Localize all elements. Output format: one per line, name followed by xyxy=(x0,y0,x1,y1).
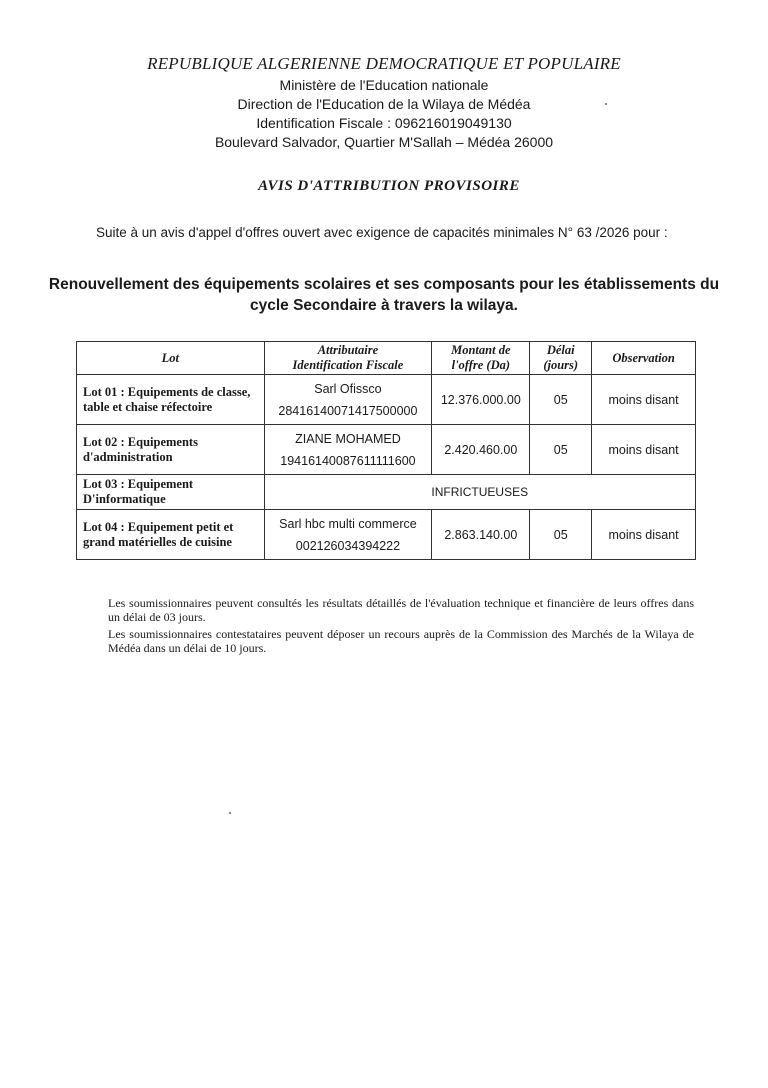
header-observation xyxy=(592,342,696,375)
table-row xyxy=(77,425,696,475)
attributaire-name: Sarl hbc multi commerce xyxy=(279,516,417,531)
attributaire-cell xyxy=(264,425,432,475)
observation-cell: moins disant xyxy=(592,375,696,425)
delay-cell: 05 xyxy=(530,375,592,425)
observation-cell: moins disant xyxy=(592,425,696,475)
table-row xyxy=(77,510,696,560)
table-row xyxy=(77,375,696,425)
fiscal-id-line: Identification Fiscale : 096216019049130 xyxy=(256,115,512,131)
amount-cell: 2.420.460.00 xyxy=(432,425,530,475)
notice-title: AVIS D'ATTRIBUTION PROVISOIRE xyxy=(258,178,520,194)
header-attributaire xyxy=(264,342,432,375)
header-lot-label: Lot xyxy=(161,350,179,365)
amount-cell: 2.863.140.00 xyxy=(432,510,530,560)
lot-cell: Lot 01 : Equipements de classe, table et chaise réfectoire xyxy=(77,375,265,425)
ministry-line: Ministère de l'Education nationale xyxy=(279,77,489,93)
footer-appeal-note: Les soumissionnaires contestataires peuvent déposer un recours auprès de la Commission des Marchés de la Wilaya de Médéa dans un délai de 10 jours. xyxy=(108,627,694,655)
header-attributaire-label: Attributaire xyxy=(317,343,379,357)
header-montant-label: Montant de l'offre (Da) xyxy=(451,343,511,372)
header-nif-label: Identification Fiscale xyxy=(292,358,404,372)
attributaire-nif: 19416140087611111600 xyxy=(280,453,416,468)
lot-status-cell: INFRICTUEUSES xyxy=(264,475,695,510)
address-line: Boulevard Salvador, Quartier M'Sallah – Médéa 26000 xyxy=(214,134,554,150)
delay-cell: 05 xyxy=(530,510,592,560)
table-header-row xyxy=(77,342,696,375)
header-delai-label: Délai (jours) xyxy=(543,343,579,372)
attributaire-name: Sarl Ofissco xyxy=(314,381,382,396)
header-montant xyxy=(432,342,530,375)
attributaire-nif: 002126034394222 xyxy=(295,538,401,553)
award-table xyxy=(76,341,696,560)
footer-consult-note: Les soumissionnaires peuvent consultés les résultats détaillés de l'évaluation technique et financière de leurs offres dans un délai de 03 jours. xyxy=(108,596,694,624)
attributaire-name: ZIANE MOHAMED xyxy=(295,431,401,446)
scan-speck xyxy=(229,812,231,814)
observation-cell: moins disant xyxy=(592,510,696,560)
republic-heading: REPUBLIQUE ALGERIENNE DEMOCRATIQUE ET POPULAIRE xyxy=(147,54,621,73)
attributaire-cell xyxy=(264,375,432,425)
header-observation-label: Observation xyxy=(612,350,675,365)
amount-cell: 12.376.000.00 xyxy=(432,375,530,425)
lot-cell: Lot 02 : Equipements d'administration xyxy=(77,425,265,475)
direction-line: Direction de l'Education de la Wilaya de Médéa xyxy=(237,96,531,112)
header-lot xyxy=(77,342,265,375)
tender-subject: Renouvellement des équipements scolaires et ses composants pour les établissements du cycle Secondaire à travers la wilaya. xyxy=(48,276,720,314)
lot-cell: Lot 04 : Equipement petit et grand matérielles de cuisine xyxy=(77,510,265,560)
table-row xyxy=(77,475,696,510)
scan-speck xyxy=(605,103,607,105)
lot-cell: Lot 03 : Equipement D'informatique xyxy=(77,475,265,510)
attributaire-cell xyxy=(264,510,432,560)
header-delai xyxy=(530,342,592,375)
intro-text: Suite à un avis d'appel d'offres ouvert avec exigence de capacités minimales N° 63 /2026 pour : xyxy=(96,225,668,240)
delay-cell: 05 xyxy=(530,425,592,475)
attributaire-nif: 28416140071417500000 xyxy=(278,403,418,418)
